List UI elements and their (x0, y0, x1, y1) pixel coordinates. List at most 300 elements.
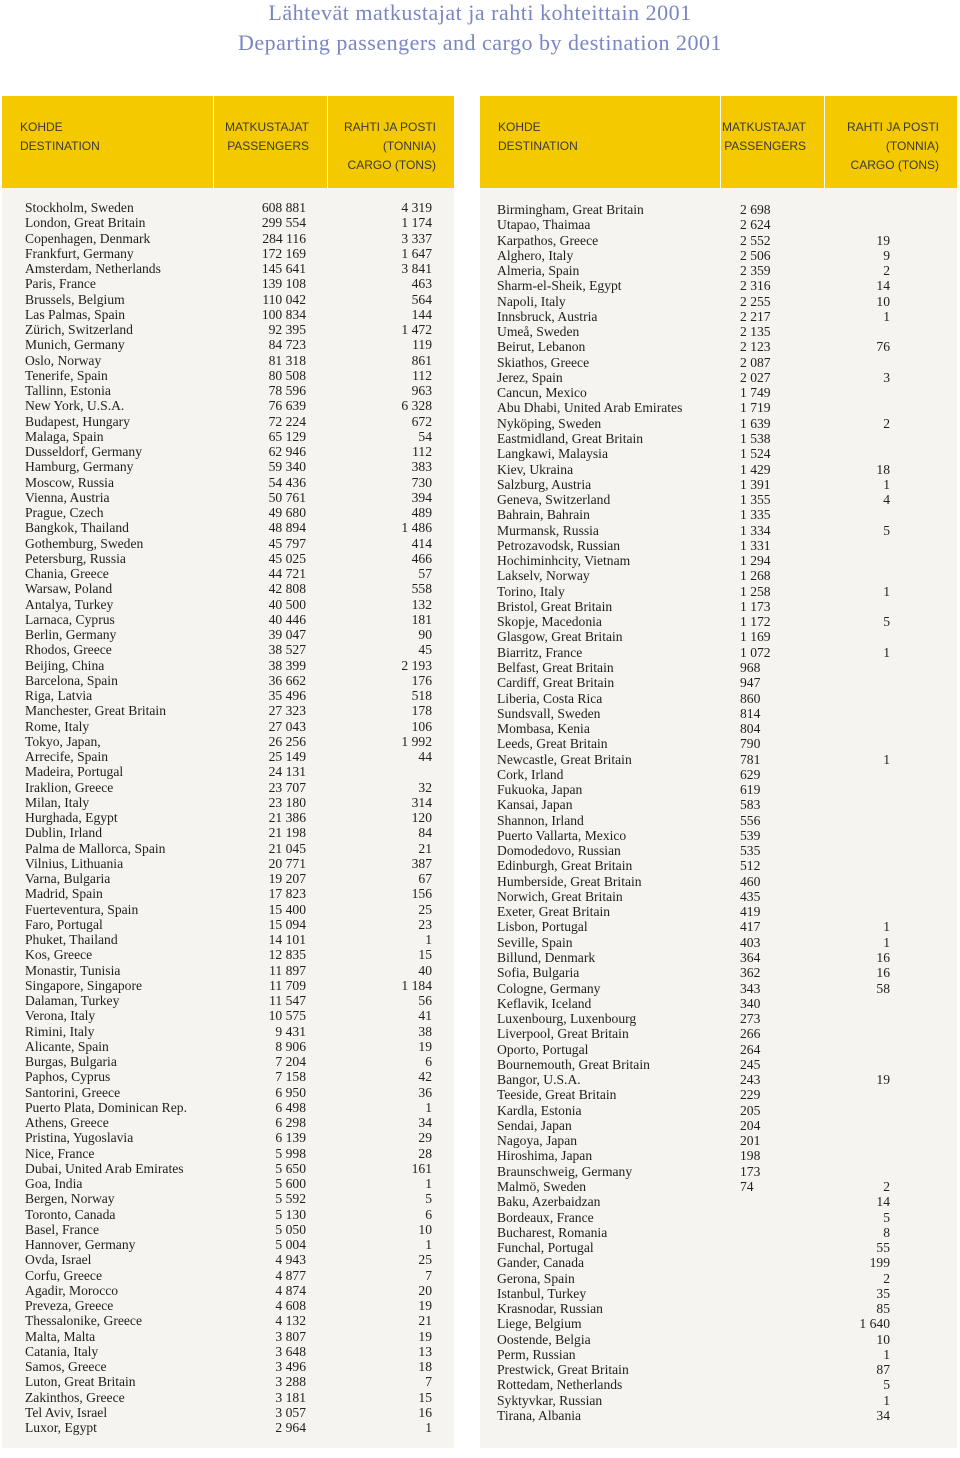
table-row (480, 1042, 957, 1057)
table-row (480, 1316, 957, 1331)
destination-cell: Napoli, Italy (497, 293, 566, 309)
passengers-cell: 48 894 (268, 520, 306, 536)
destination-cell: Innsbruck, Austria (497, 308, 598, 324)
cargo-cell: 84 (418, 825, 432, 841)
cargo-cell: 1 (883, 751, 890, 767)
table-row (2, 1252, 454, 1267)
cargo-cell: 132 (411, 596, 432, 612)
cargo-cell: 181 (411, 611, 432, 627)
passengers-cell: 1 538 (740, 430, 771, 446)
passengers-cell: 5 998 (275, 1145, 306, 1161)
destination-cell: Tirana, Albania (497, 1407, 582, 1423)
table-row (2, 1268, 454, 1283)
table-row (2, 764, 454, 779)
destination-cell: Bournemouth, Great Britain (497, 1056, 650, 1072)
cargo-cell (788, 1087, 890, 1102)
cargo-cell: 161 (411, 1160, 432, 1176)
destination-cell: Gerona, Spain (497, 1270, 575, 1286)
cargo-cell: 5 (883, 1377, 890, 1393)
table-row (2, 429, 454, 444)
table-row (2, 810, 454, 825)
table-row (2, 978, 454, 993)
cargo-cell: 1 (425, 1099, 432, 1115)
passengers-cell (730, 1408, 788, 1423)
passengers-cell: 2 964 (275, 1420, 306, 1435)
cargo-cell: 21 (418, 1313, 432, 1329)
cargo-cell: 178 (411, 703, 432, 719)
table-row (480, 1347, 957, 1362)
cargo-cell: 1 (883, 1392, 890, 1408)
passengers-cell: 2 624 (740, 217, 771, 233)
destination-cell: Bucharest, Romania (497, 1224, 608, 1240)
passengers-cell: 110 042 (262, 291, 306, 307)
cargo-cell: 57 (418, 566, 432, 581)
cargo-cell (788, 400, 890, 415)
passengers-cell: 5 592 (275, 1191, 306, 1207)
table-row (480, 370, 957, 385)
destination-cell: Luxor, Egypt (25, 1420, 97, 1435)
passengers-cell (730, 1377, 788, 1392)
header-destination-en: DESTINATION (498, 139, 578, 153)
destination-cell: Goa, India (25, 1176, 83, 1191)
cargo-cell: 1 640 (859, 1316, 890, 1332)
passengers-cell: 1 391 (740, 476, 771, 492)
destination-cell: Amsterdam, Netherlands (25, 261, 161, 276)
passengers-cell: 1 294 (740, 553, 771, 569)
table-row (2, 1298, 454, 1313)
destination-cell: Exeter, Great Britain (497, 904, 611, 920)
destination-cell: Samos, Greece (25, 1359, 107, 1374)
cargo-cell: 29 (418, 1130, 432, 1146)
table-row (2, 505, 454, 520)
table-row (480, 385, 957, 400)
passengers-cell: 84 723 (268, 337, 306, 353)
passengers-cell: 340 (740, 995, 761, 1011)
destination-cell: Belfast, Great Britain (497, 659, 614, 675)
cargo-cell: 2 193 (401, 657, 432, 673)
destination-cell: Las Palmas, Spain (25, 306, 126, 322)
cargo-cell (306, 764, 432, 779)
header-passengers (721, 96, 825, 188)
passengers-cell: 229 (740, 1087, 761, 1103)
cargo-cell: 67 (418, 871, 432, 886)
cargo-cell (788, 828, 890, 843)
table-row (480, 416, 957, 431)
cargo-cell (788, 675, 890, 690)
table-row (2, 947, 454, 962)
cargo-cell: 16 (876, 950, 890, 966)
cargo-cell: 1 (425, 932, 432, 947)
table-row (480, 294, 957, 309)
passengers-cell: 12 835 (268, 947, 306, 963)
destination-cell: Beijing, China (25, 657, 105, 673)
destination-cell: Beirut, Lebanon (497, 339, 586, 355)
passengers-cell: 1 169 (740, 629, 771, 645)
table-row (480, 1179, 957, 1194)
table-row (2, 581, 454, 596)
cargo-cell (788, 568, 890, 583)
table-row (480, 1225, 957, 1240)
passengers-cell: 45 025 (268, 550, 306, 566)
destination-cell: Baku, Azerbaidzan (497, 1194, 601, 1210)
passengers-cell: 40 446 (268, 611, 306, 627)
table-row (2, 1085, 454, 1100)
destination-cell: Phuket, Thailand (25, 932, 118, 947)
destination-cell: Faro, Portugal (25, 916, 103, 932)
table-row (480, 477, 957, 492)
destination-cell: Jerez, Spain (497, 369, 563, 385)
cargo-cell (788, 996, 890, 1011)
table-row (480, 263, 957, 278)
table-row (480, 462, 957, 477)
passengers-cell: 8 906 (275, 1038, 306, 1054)
cargo-cell (788, 1011, 890, 1026)
cargo-cell: 1 486 (401, 520, 432, 536)
cargo-cell (788, 782, 890, 797)
cargo-cell (788, 1148, 890, 1163)
cargo-cell: 41 (418, 1008, 432, 1024)
destination-cell: Riga, Latvia (25, 688, 93, 703)
right-table (480, 96, 957, 1448)
cargo-cell: 44 (418, 749, 432, 764)
table-row (480, 721, 957, 736)
passengers-cell: 362 (740, 965, 761, 981)
passengers-cell: 364 (740, 950, 761, 966)
destination-cell: Dusseldorf, Germany (25, 444, 143, 459)
passengers-cell (730, 1286, 788, 1301)
table-row (2, 1420, 454, 1435)
destination-cell: Thessalonike, Greece (25, 1313, 143, 1329)
cargo-cell: 2 (883, 415, 890, 431)
passengers-cell (730, 1240, 788, 1255)
table-row (480, 1210, 957, 1225)
cargo-cell: 36 (418, 1084, 432, 1100)
table-row (2, 536, 454, 551)
passengers-cell: 92 395 (268, 322, 306, 337)
table-row (2, 612, 454, 627)
destination-cell: Syktyvkar, Russian (497, 1392, 603, 1408)
cargo-cell: 18 (876, 461, 890, 477)
passengers-cell: 947 (740, 675, 761, 691)
destination-cell: Madeira, Portugal (25, 764, 124, 780)
passengers-cell: 619 (740, 782, 761, 798)
table-row (2, 551, 454, 566)
passengers-cell: 11 547 (269, 993, 306, 1008)
cargo-cell: 2 (883, 1270, 890, 1286)
passengers-cell: 49 680 (268, 505, 306, 520)
table-row (480, 996, 957, 1011)
cargo-cell: 2 (883, 263, 890, 279)
passengers-cell: 1 173 (740, 598, 771, 614)
table-row (480, 248, 957, 263)
table-row (2, 1161, 454, 1176)
destination-cell: Malta, Malta (25, 1328, 96, 1344)
table-row (2, 688, 454, 703)
cargo-cell (788, 858, 890, 873)
header-cargo-en: CARGO (TONS) (850, 158, 939, 172)
passengers-cell: 59 340 (268, 459, 306, 475)
passengers-cell: 38 399 (268, 657, 306, 673)
cargo-cell: 1 (425, 1420, 432, 1435)
passengers-cell: 535 (740, 843, 761, 859)
destination-cell: Luxenbourg, Luxenbourg (497, 1011, 637, 1027)
passengers-cell: 1 639 (740, 415, 771, 431)
destination-cell: Murmansk, Russia (497, 522, 599, 538)
cargo-cell: 16 (418, 1404, 432, 1420)
destination-cell: Kiev, Ukraina (497, 461, 574, 477)
table-row (480, 1118, 957, 1133)
cargo-cell: 672 (411, 413, 432, 429)
table-row (2, 795, 454, 810)
table-row (480, 660, 957, 675)
table-row (480, 935, 957, 950)
cargo-cell (788, 507, 890, 522)
passengers-cell: 3 648 (275, 1343, 306, 1359)
table-row (2, 841, 454, 856)
table-row (2, 231, 454, 246)
destination-cell: Liege, Belgium (497, 1316, 582, 1332)
destination-cell: Liberia, Costa Rica (497, 690, 603, 706)
destination-cell: Glasgow, Great Britain (497, 629, 623, 645)
passengers-cell (730, 1225, 788, 1240)
table-row (2, 597, 454, 612)
cargo-cell (788, 767, 890, 782)
table-row (480, 1057, 957, 1072)
header-cargo-fi: RAHTI JA POSTI (343, 120, 436, 134)
table-row (480, 1332, 957, 1347)
table-row (480, 1011, 957, 1026)
cargo-cell (788, 202, 890, 217)
table-row (480, 1286, 957, 1301)
destination-cell: Alicante, Spain (25, 1038, 109, 1054)
passengers-cell: 419 (740, 904, 761, 920)
passengers-cell: 74 (740, 1179, 754, 1194)
cargo-cell (788, 553, 890, 568)
passengers-cell: 273 (740, 1011, 761, 1027)
destination-cell: Preveza, Greece (25, 1298, 114, 1313)
table-row (480, 874, 957, 889)
table-row (480, 691, 957, 706)
destination-cell: Catania, Italy (25, 1343, 99, 1359)
passengers-cell: 40 500 (268, 596, 306, 612)
table-row (480, 538, 957, 553)
header-passengers-en: PASSENGERS (227, 139, 309, 153)
header-cargo-unit: (TONNIA) (885, 139, 939, 153)
destination-cell: Hiroshima, Japan (497, 1148, 593, 1164)
destination-cell: Moscow, Russia (25, 474, 114, 490)
destination-cell: Tallinn, Estonia (25, 383, 111, 398)
table-row (2, 1115, 454, 1130)
destination-cell: Nagoya, Japan (497, 1133, 578, 1149)
cargo-cell: 8 (883, 1224, 890, 1240)
passengers-cell: 343 (740, 980, 761, 996)
header-cargo-unit: (TONNIA) (382, 139, 436, 153)
destination-cell: Rhodos, Greece (25, 642, 112, 658)
cargo-cell: 6 (425, 1206, 432, 1222)
cargo-cell: 144 (411, 306, 432, 322)
table-row (480, 324, 957, 339)
table-row (2, 322, 454, 337)
passengers-cell: 417 (740, 919, 761, 935)
table-row (2, 1146, 454, 1161)
destination-cell: Billund, Denmark (497, 950, 596, 966)
header-destination (2, 96, 214, 188)
cargo-cell: 85 (876, 1301, 890, 1317)
cargo-cell: 42 (418, 1069, 432, 1085)
destination-cell: Chania, Greece (25, 566, 109, 581)
passengers-cell: 2 698 (740, 202, 771, 217)
destination-cell: Leeds, Great Britain (497, 736, 608, 752)
destination-cell: Dalaman, Turkey (25, 993, 120, 1008)
destination-cell: Bristol, Great Britain (497, 598, 613, 614)
cargo-cell (788, 706, 890, 721)
page-title-finnish: Lähtevät matkustajat ja rahti kohteittain 2001 (268, 0, 692, 25)
passengers-cell: 1 258 (740, 583, 771, 599)
table-row (480, 645, 957, 660)
table-row (480, 736, 957, 751)
destination-cell: Tenerife, Spain (25, 367, 108, 383)
destination-cell: Burgas, Bulgaria (25, 1054, 117, 1069)
passengers-cell: 2 316 (740, 278, 771, 294)
passengers-cell: 27 323 (268, 703, 306, 719)
table-row (2, 825, 454, 840)
cargo-cell: 55 (876, 1240, 890, 1256)
passengers-cell: 198 (740, 1148, 761, 1164)
passengers-cell: 21 386 (268, 810, 306, 825)
destination-cell: Warsaw, Poland (25, 581, 113, 597)
cargo-cell (788, 874, 890, 889)
destination-cell: Toronto, Canada (25, 1206, 116, 1222)
table-row (2, 398, 454, 413)
passengers-cell: 173 (740, 1163, 761, 1179)
destination-cell: Norwich, Great Britain (497, 888, 623, 904)
cargo-cell: 9 (883, 247, 890, 263)
cargo-cell: 13 (418, 1343, 432, 1359)
cargo-cell (788, 1026, 890, 1041)
cargo-cell: 1 (883, 308, 890, 324)
destination-cell: Domodedovo, Russian (497, 843, 621, 859)
cargo-cell (788, 599, 890, 614)
cargo-cell: 35 (876, 1285, 890, 1301)
table-row (480, 858, 957, 873)
table-row (2, 1024, 454, 1039)
table-row (480, 1133, 957, 1148)
passengers-cell (730, 1332, 788, 1347)
passengers-cell: 608 881 (261, 200, 306, 215)
cargo-cell: 394 (411, 489, 432, 505)
destination-cell: Copenhagen, Denmark (25, 230, 151, 246)
cargo-cell: 3 841 (401, 261, 432, 276)
destination-cell: Bahrain, Bahrain (497, 507, 590, 523)
header-cargo-en: CARGO (TONS) (347, 158, 436, 172)
table-row (480, 1301, 957, 1316)
passengers-cell (730, 1347, 788, 1362)
passengers-cell: 50 761 (268, 489, 306, 505)
table-row (2, 444, 454, 459)
passengers-cell: 5 600 (275, 1176, 306, 1191)
cargo-cell (788, 629, 890, 644)
table-row (2, 1344, 454, 1359)
destination-cell: Bangor, U.S.A. (497, 1072, 581, 1088)
table-row (2, 1008, 454, 1023)
table-row (480, 767, 957, 782)
passengers-cell: 245 (740, 1056, 761, 1072)
table-row (480, 584, 957, 599)
table-row (2, 1390, 454, 1405)
destination-cell: Larnaca, Cyprus (25, 611, 115, 627)
passengers-cell: 19 207 (268, 871, 306, 886)
table-row (480, 1393, 957, 1408)
page-title-english: Departing passengers and cargo by destination 2001 (237, 30, 723, 55)
cargo-cell (788, 1042, 890, 1057)
cargo-cell: 32 (418, 779, 432, 795)
table-row (2, 1130, 454, 1145)
cargo-cell (788, 1118, 890, 1133)
passengers-cell: 4 943 (275, 1252, 306, 1268)
passengers-cell: 2 135 (740, 324, 771, 340)
destination-cell: Cancun, Mexico (497, 385, 587, 401)
destination-cell: Gothemburg, Sweden (25, 535, 144, 551)
cargo-cell: 76 (876, 339, 890, 355)
passengers-cell (730, 1393, 788, 1408)
cargo-cell: 106 (411, 718, 432, 734)
destination-cell: Nyköping, Sweden (497, 415, 602, 431)
destination-cell: Oporto, Portugal (497, 1041, 589, 1057)
destination-cell: Luton, Great Britain (25, 1374, 136, 1390)
table-row (2, 932, 454, 947)
table-row (2, 1039, 454, 1054)
passengers-cell: 15 400 (268, 901, 306, 917)
destination-cell: Cork, Irland (497, 766, 564, 782)
cargo-cell: 2 (883, 1179, 890, 1194)
cargo-cell: 564 (411, 291, 432, 307)
cargo-cell: 861 (411, 352, 432, 368)
passengers-cell: 512 (740, 858, 761, 874)
cargo-cell: 489 (411, 505, 432, 520)
destination-cell: Birmingham, Great Britain (497, 202, 644, 217)
cargo-cell: 19 (876, 1072, 890, 1088)
destination-cell: Fukuoka, Japan (497, 782, 583, 798)
passengers-cell (730, 1194, 788, 1209)
cargo-cell: 1 (425, 1176, 432, 1191)
destination-cell: Edinburgh, Great Britain (497, 858, 633, 874)
table-row (480, 202, 957, 217)
destination-cell: Rome, Italy (25, 718, 90, 734)
right-table-rows (480, 202, 957, 1423)
cargo-cell: 463 (411, 276, 432, 292)
passengers-cell: 2 123 (740, 339, 771, 355)
table-row (480, 904, 957, 919)
passengers-cell: 44 721 (268, 566, 306, 581)
destination-cell: Geneva, Switzerland (497, 492, 611, 508)
passengers-cell: 26 256 (268, 733, 306, 749)
header-passengers-en: PASSENGERS (724, 139, 806, 153)
cargo-cell: 54 (418, 428, 432, 444)
table-row (480, 1408, 957, 1423)
table-row (2, 353, 454, 368)
cargo-cell: 7 (425, 1374, 432, 1390)
passengers-cell: 3 496 (275, 1359, 306, 1374)
destination-cell: Zürich, Switzerland (25, 322, 133, 337)
passengers-cell: 81 318 (268, 352, 306, 368)
cargo-cell: 1 174 (401, 215, 432, 231)
cargo-cell: 1 (883, 1346, 890, 1362)
cargo-cell: 7 (425, 1267, 432, 1283)
destination-cell: Milan, Italy (25, 794, 90, 810)
cargo-cell: 18 (418, 1359, 432, 1374)
cargo-cell: 466 (411, 550, 432, 566)
destination-cell: Athens, Greece (25, 1115, 109, 1130)
